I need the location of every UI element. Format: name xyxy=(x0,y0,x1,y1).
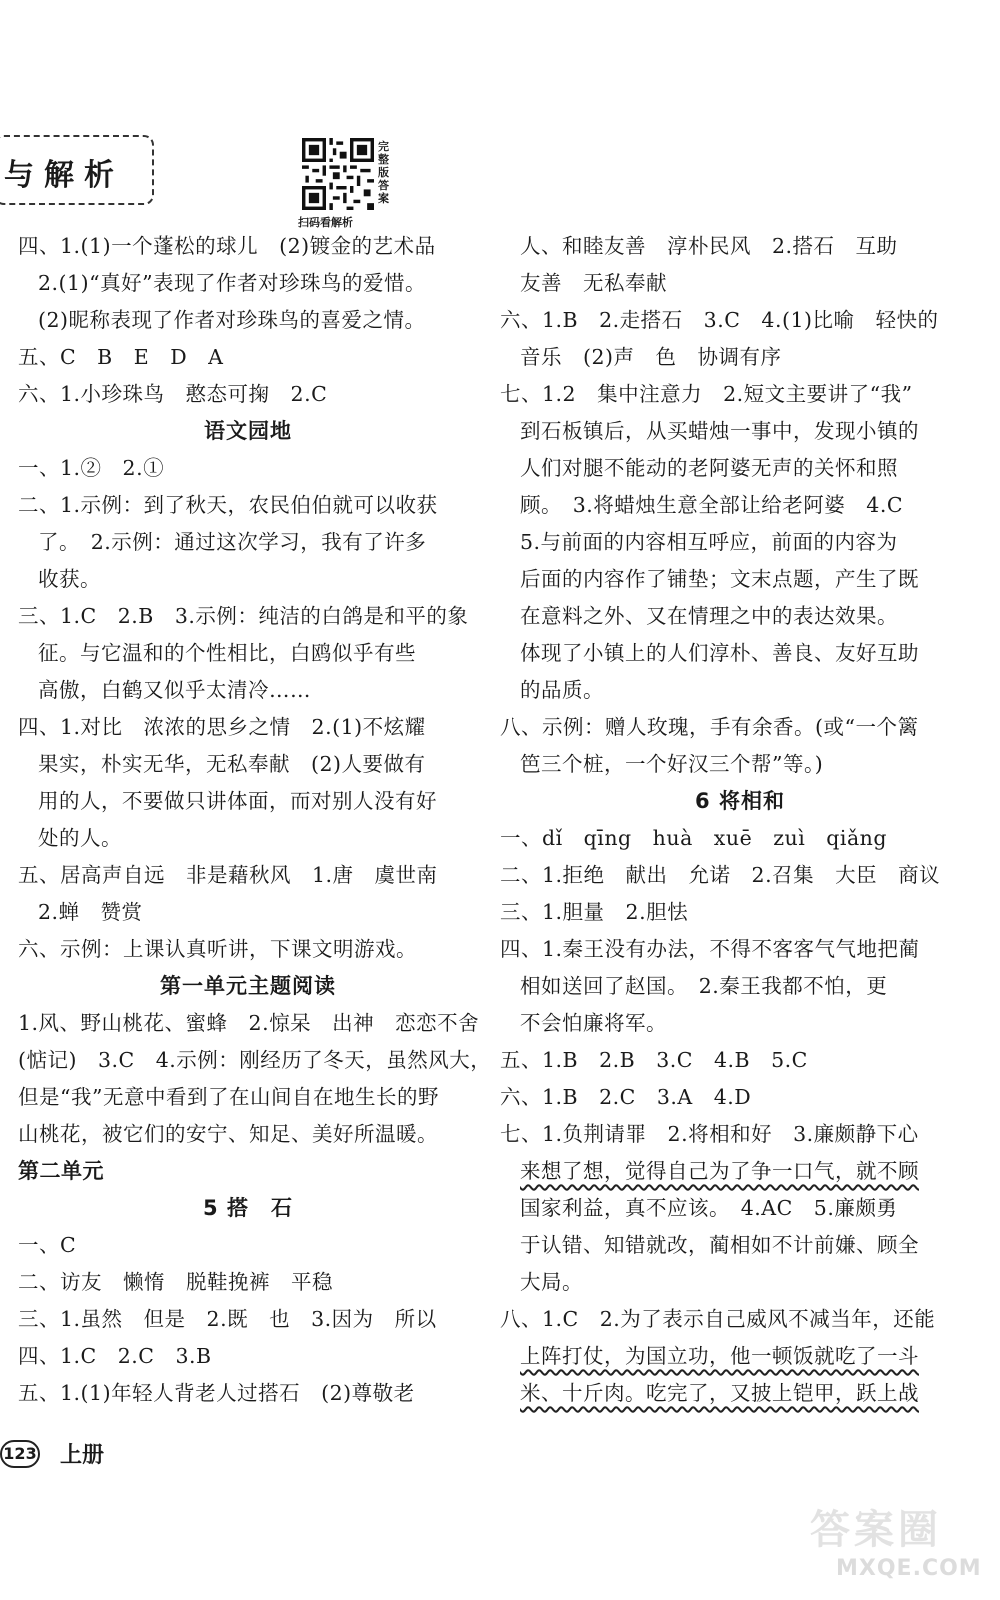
answer-line: 5.与前面的内容相互呼应，前面的内容为 xyxy=(520,530,898,554)
answer-line: 但是“我”无意中看到了在山间自在地生长的野 xyxy=(18,1085,439,1109)
answer-line: 果实，朴实无华，无私奉献 (2)人要做有 xyxy=(38,752,426,776)
section-heading: 6 将相和 xyxy=(695,789,785,813)
answer-line: 山桃花，被它们的安宁、知足、美好所温暖。 xyxy=(18,1122,438,1146)
answer-line: 六、1.B 2.C 3.A 4.D xyxy=(500,1085,752,1109)
qr-caption: 扫码看解析 xyxy=(298,216,353,229)
answer-line: 五、居高声自远 非是藉秋风 1.唐 虞世南 xyxy=(18,863,438,887)
right-answer-column xyxy=(500,228,980,1412)
answer-line: 来想了想，觉得自己为了争一口气，就不顾 xyxy=(520,1159,919,1183)
answer-line: 在意料之外、又在情理之中的表达效果。 xyxy=(520,604,898,628)
answer-line: 音乐 (2)声 色 协调有序 xyxy=(520,345,782,369)
answer-line: 一、1.② 2.① xyxy=(18,456,165,480)
answer-line: 了。 2.示例：通过这次学习，我有了许多 xyxy=(38,530,427,554)
answer-line: 国家利益，真不应该。 4.AC 5.廉颇勇 xyxy=(520,1196,898,1220)
answer-line: 五、C B E D A xyxy=(18,345,224,369)
answer-line: 不会怕廉将军。 xyxy=(520,1011,667,1035)
watermark-logo: 答案圈 xyxy=(810,1507,942,1553)
answer-line: 体现了小镇上的人们淳朴、善良、友好互助 xyxy=(520,641,919,665)
answer-line: 上阵打仗，为国立功，他一顿饭就吃了一斗 xyxy=(520,1344,919,1368)
watermark-url: MXQE.COM xyxy=(836,1556,982,1581)
left-answer-column xyxy=(18,228,492,1412)
answer-line: 六、1.B 2.走搭石 3.C 4.(1)比喻 轻快的 xyxy=(500,308,939,332)
answer-line: 二、1.拒绝 献出 允诺 2.召集 大臣 商议 xyxy=(500,863,941,887)
qr-code-icon[interactable] xyxy=(302,138,374,210)
page-number-badge: 123 xyxy=(0,1440,40,1468)
answer-line: 2.蝉 赞赏 xyxy=(38,900,143,924)
answer-line: 六、1.小珍珠鸟 憨态可掬 2.C xyxy=(18,382,328,406)
answer-line: 一、C xyxy=(18,1233,77,1257)
answer-line: 四、1.C 2.C 3.B xyxy=(18,1344,212,1368)
answer-line: 1.风、野山桃花、蜜蜂 2.惊呆 出神 恋恋不舍 xyxy=(18,1011,480,1035)
answer-line: 四、1.(1)一个蓬松的球儿 (2)镀金的艺术品 xyxy=(18,234,436,258)
answer-line: (2)昵称表现了作者对珍珠鸟的喜爱之情。 xyxy=(38,308,426,332)
section-heading: 第二单元 xyxy=(18,1159,104,1183)
answer-line: (惦记) 3.C 4.示例：刚经历了冬天，虽然风大， xyxy=(18,1048,492,1072)
section-heading: 语文园地 xyxy=(204,419,292,443)
answer-line: 二、访友 懒惰 脱鞋挽裤 平稳 xyxy=(18,1270,333,1294)
answer-line: 七、1.2 集中注意力 2.短文主要讲了“我” xyxy=(500,382,913,406)
answer-line: 人们对腿不能动的老阿婆无声的关怀和照 xyxy=(520,456,898,480)
answer-line: 米、十斤肉。吃完了，又披上铠甲，跃上战 xyxy=(520,1381,919,1405)
answer-line: 相如送回了赵国。 2.秦王我都不怕，更 xyxy=(520,974,888,998)
answer-line: 三、1.C 2.B 3.示例：纯洁的白鸽是和平的象 xyxy=(18,604,469,628)
answer-line: 八、1.C 2.为了表示自己威风不减当年，还能 xyxy=(500,1307,936,1331)
page-title: 与解析 xyxy=(4,158,124,193)
answer-line: 的品质。 xyxy=(520,678,604,702)
answer-line: 四、1.秦王没有办法，不得不客客气气地把蔺 xyxy=(500,937,920,961)
answer-line: 高傲，白鹤又似乎太清冷…… xyxy=(38,678,311,702)
answer-line: 征。与它温和的个性相比，白鸥似乎有些 xyxy=(38,641,416,665)
section-heading: 5 搭 石 xyxy=(203,1196,293,1220)
answer-line: 大局。 xyxy=(520,1270,583,1294)
answer-line: 四、1.对比 浓浓的思乡之情 2.(1)不炫耀 xyxy=(18,715,426,739)
answer-line: 收获。 xyxy=(38,567,101,591)
answer-line: 处的人。 xyxy=(38,826,122,850)
answer-line: 一、dǐ qīng huà xuē zuì qiǎng xyxy=(500,826,887,850)
section-heading: 第一单元主题阅读 xyxy=(160,974,336,998)
answer-line: 顾。 3.将蜡烛生意全部让给老阿婆 4.C xyxy=(520,493,904,517)
answer-line: 二、1.示例：到了秋天，农民伯伯就可以收获 xyxy=(18,493,438,517)
answer-line: 到石板镇后，从买蜡烛一事中，发现小镇的 xyxy=(520,419,919,443)
answer-line: 六、示例：上课认真听讲，下课文明游戏。 xyxy=(18,937,417,961)
answer-line: 2.(1)“真好”表现了作者对珍珠鸟的爱惜。 xyxy=(38,271,427,295)
answer-line: 用的人，不要做只讲体面，而对别人没有好 xyxy=(38,789,437,813)
answer-line: 八、示例：赠人玫瑰，手有余香。(或“一个篱 xyxy=(500,715,919,739)
answer-line: 三、1.胆量 2.胆怯 xyxy=(500,900,689,924)
answer-line: 人、和睦友善 淳朴民风 2.搭石 互助 xyxy=(520,234,898,258)
answer-line: 五、1.(1)年轻人背老人过搭石 (2)尊敬老 xyxy=(18,1381,415,1405)
answer-line: 于认错、知错就改，蔺相如不计前嫌、顾全 xyxy=(520,1233,919,1257)
answer-line: 五、1.B 2.B 3.C 4.B 5.C xyxy=(500,1048,808,1072)
answer-line: 笆三个桩，一个好汉三个帮”等。) xyxy=(520,752,824,776)
qr-side-text: 完整版答案 xyxy=(378,140,389,205)
answer-line: 后面的内容作了铺垫；文末点题，产生了既 xyxy=(520,567,919,591)
answer-line: 三、1.虽然 但是 2.既 也 3.因为 所以 xyxy=(18,1307,437,1331)
volume-label: 上册 xyxy=(60,1443,105,1468)
answer-line: 友善 无私奉献 xyxy=(520,271,667,295)
answer-line: 七、1.负荆请罪 2.将相和好 3.廉颇静下心 xyxy=(500,1122,919,1146)
